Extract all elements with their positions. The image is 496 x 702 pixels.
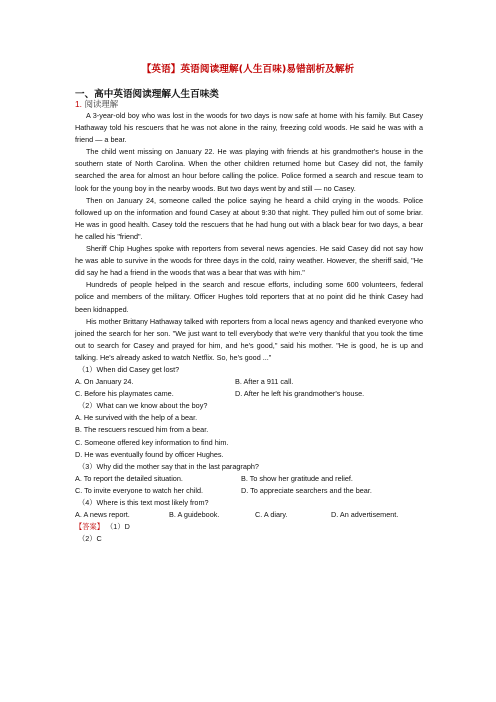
doc-title: 【英语】英语阅读理解(人生百味)易错剖析及解析 [141, 64, 355, 75]
option: C. Someone offered key information to find him. [75, 437, 229, 447]
option: A. To report the detailed situation. [75, 473, 183, 483]
option: C. A diary. [255, 510, 288, 520]
question-stem: （2）What can we know about the boy? [78, 401, 208, 411]
option-row [75, 376, 423, 388]
option: C. To invite everyone to watch her child. [75, 485, 204, 495]
option-row [75, 473, 423, 485]
reading-content [75, 110, 423, 545]
option: D. An advertisement. [331, 510, 399, 520]
question-stem: （1）When did Casey get lost? [78, 364, 180, 374]
option-row [75, 388, 423, 400]
item-label: 阅读理解 [84, 99, 119, 109]
option: A. A news report. [75, 510, 130, 520]
passage-paragraph: A 3-year-old boy who was lost in the woods for two days is now safe at home with his family. But Casey Hathaway told his rescuers that he was not alone in the rainy, freezing cold woods. He said he was with a friend — a bear. [75, 111, 423, 145]
option: B. To show her gratitude and relief. [241, 473, 353, 483]
answer-value: （1）D [106, 522, 130, 532]
option: B. After a 911 call. [235, 377, 294, 387]
option: A. On January 24. [75, 377, 134, 387]
question-stem: （3）Why did the mother say that in the last paragraph? [78, 461, 259, 471]
option-row [75, 485, 423, 497]
passage-paragraph: Sheriff Chip Hughes spoke with reporters from several news agencies. He said Casey did not say how he was able to survive in the woods for three days in the cold, rainy weather. However, the sheriff said, "He did say he had a friend in the woods that was a bear that was with him." [75, 244, 423, 278]
passage-paragraph: Hundreds of people helped in the search and rescue efforts, including some 600 volunteers, federal police and members of the military. Officer Hughes told reporters that at no point did he think Casey had been kidnapped. [75, 280, 423, 314]
option: D. After he left his grandmother's house. [235, 389, 365, 399]
section-heading: 一、高中英语阅读理解人生百味类 [75, 89, 219, 100]
passage-paragraph: His mother Brittany Hathaway talked with reporters from a local news agency and thanked everyone who joined the search for her son. "We just want to tell everybody that we're very thankful that you took the time out to search for Casey and prayed for him, and he's good," said his mother. "He is good, he is up and talking. He's already asked to watch Netflix. So, he's good ..." [75, 316, 423, 362]
option-row [75, 509, 423, 521]
option: B. A guidebook. [169, 510, 220, 520]
item-heading [75, 98, 118, 110]
option: D. To appreciate searchers and the bear. [241, 485, 372, 495]
answer-value-2: （2）C [78, 534, 102, 544]
option: B. The rescuers rescued him from a bear. [75, 425, 209, 435]
option: A. He survived with the help of a bear. [75, 413, 198, 423]
option: C. Before his playmates came. [75, 389, 174, 399]
answer-line [75, 521, 423, 533]
passage-paragraph: Then on January 24, someone called the police saying he heard a child crying in the woods. Police followed up on the information and found Casey at about 9:30 that night. They pulled him out of some briar. He was in good health. Casey told the rescuers that he had hung out with a black bear for two days, a bear he called his "friend". [75, 195, 423, 241]
question-stem: （4）Where is this text most likely from? [78, 498, 209, 507]
option: D. He was eventually found by officer Hughes. [75, 449, 224, 459]
answer-tag: 【答案】 [75, 522, 105, 532]
item-number: 1. [75, 99, 82, 109]
passage-paragraph: The child went missing on January 22. He was playing with friends at his grandmother's house in the southern state of North Carolina. When the other children returned home but Casey did not, the family searched the area for almost an hour before calling the police. Police formed a search and rescue team to look for the young boy in the nearby woods. But two days went by and still — no Casey. [75, 147, 423, 193]
